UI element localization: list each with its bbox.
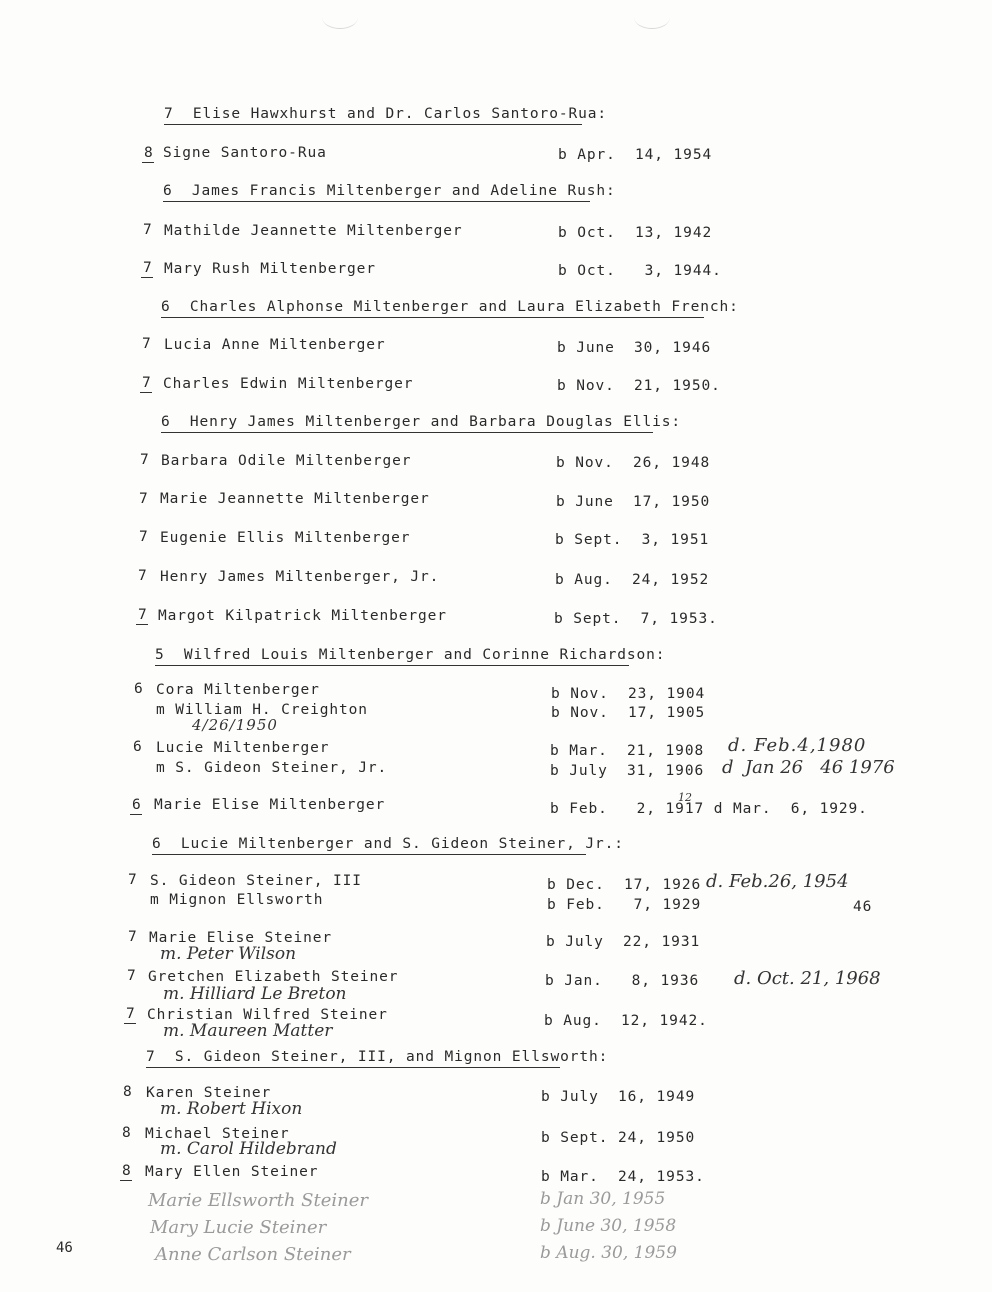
heading-underline: [152, 854, 586, 855]
person-name: Marie Elise Steiner: [149, 930, 332, 946]
generation-number: 7: [138, 607, 148, 623]
life-dates: b July 22, 1931: [546, 934, 701, 950]
spouse-name: m Mignon Ellsworth: [150, 892, 324, 908]
life-dates: b Nov. 23, 1904: [551, 686, 706, 702]
heading-underline: [163, 201, 590, 202]
life-dates: b Nov. 21, 1950.: [557, 378, 721, 394]
life-dates: b Aug. 12, 1942.: [544, 1013, 708, 1029]
generation-number: 6: [134, 681, 144, 697]
person-name: S. Gideon Steiner, III: [150, 873, 362, 889]
handwritten-note: b Jan 30, 1955: [540, 1189, 666, 1209]
person-name: Signe Santoro-Rua: [163, 145, 327, 161]
generation-number: 6: [133, 739, 143, 755]
life-dates: b Jan. 8, 1936: [545, 973, 700, 989]
handwritten-note: 4/26/1950: [192, 716, 278, 734]
life-dates: b Oct. 13, 1942: [558, 225, 713, 241]
generation-underline: [140, 392, 152, 393]
handwritten-note: m. Maureen Matter: [163, 1021, 333, 1041]
person-name: Charles Edwin Miltenberger: [163, 376, 414, 392]
person-name: Eugenie Ellis Miltenberger: [160, 530, 411, 546]
person-name: Marie Elise Miltenberger: [154, 797, 386, 813]
spouse-name: m William H. Creighton: [156, 702, 368, 718]
person-name: Henry James Miltenberger, Jr.: [160, 569, 440, 585]
generation-number: 7: [142, 375, 152, 391]
handwritten-note: 46: [853, 899, 873, 915]
generation-number: 8: [122, 1163, 132, 1179]
person-name: Karen Steiner: [146, 1085, 272, 1101]
generation-number: 7: [138, 568, 148, 584]
life-dates: b Sept. 24, 1950: [541, 1130, 696, 1146]
life-dates: b Sept. 3, 1951: [555, 532, 710, 548]
handwritten-note: m. Robert Hixon: [160, 1099, 303, 1119]
person-name: Michael Steiner: [145, 1126, 290, 1142]
generation-number: 7: [127, 968, 137, 984]
generation-underline: [120, 1180, 132, 1181]
handwritten-note: d. Feb.26, 1954: [706, 871, 849, 892]
life-dates: b Dec. 17, 1926: [547, 877, 702, 893]
heading-underline: [161, 432, 653, 433]
punch-hole: [322, 6, 358, 29]
life-dates: b June 17, 1950: [556, 494, 711, 510]
handwritten-note: 12: [678, 791, 692, 804]
life-dates: b Mar. 21, 1908: [550, 743, 705, 759]
generation-number: 7: [143, 222, 153, 238]
generation-number: 7: [140, 452, 150, 468]
life-dates: b Feb. 7, 1929: [547, 897, 702, 913]
life-dates: b Aug. 24, 1952: [555, 572, 710, 588]
person-name: Lucia Anne Miltenberger: [164, 337, 386, 353]
person-name: Mathilde Jeannette Miltenberger: [164, 223, 463, 239]
life-dates: b June 30, 1946: [557, 340, 712, 356]
punch-hole: [634, 6, 670, 29]
handwritten-note: d Jan 26 46 1976: [722, 757, 895, 778]
generation-number: 8: [122, 1125, 132, 1141]
person-name: Gretchen Elizabeth Steiner: [148, 969, 399, 985]
life-dates: b Apr. 14, 1954: [558, 147, 713, 163]
handwritten-note: Marie Ellsworth Steiner: [148, 1190, 369, 1211]
generation-number: 7: [128, 929, 138, 945]
person-name: Cora Miltenberger: [156, 682, 320, 698]
section-heading: 7 S. Gideon Steiner, III, and Mignon Ellsworth:: [146, 1049, 609, 1065]
heading-underline: [155, 665, 629, 666]
life-dates: b Oct. 3, 1944.: [558, 263, 722, 279]
generation-number: 7: [128, 872, 138, 888]
generation-underline: [124, 1023, 136, 1024]
spouse-name: m S. Gideon Steiner, Jr.: [156, 760, 388, 776]
generation-number: 7: [142, 336, 152, 352]
life-dates: b Feb. 2, 1917 d Mar. 6, 1929.: [550, 801, 868, 817]
generation-number: 7: [139, 529, 149, 545]
life-dates: b Sept. 7, 1953.: [554, 611, 718, 627]
generation-number: 6: [132, 797, 142, 813]
generation-underline: [130, 814, 142, 815]
generation-number: 7: [139, 491, 149, 507]
person-name: Mary Rush Miltenberger: [164, 261, 376, 277]
person-name: Margot Kilpatrick Miltenberger: [158, 608, 447, 624]
section-heading: 5 Wilfred Louis Miltenberger and Corinne Richardson:: [155, 647, 666, 663]
handwritten-note: Mary Lucie Steiner: [150, 1217, 327, 1238]
handwritten-note: d. Feb.4,1980: [728, 735, 867, 756]
person-name: Christian Wilfred Steiner: [147, 1007, 388, 1023]
life-dates: b Nov. 26, 1948: [556, 455, 711, 471]
handwritten-note: b June 30, 1958: [540, 1216, 677, 1236]
page-number: 46: [56, 1240, 73, 1256]
heading-underline: [164, 124, 582, 125]
generation-underline: [142, 162, 154, 163]
life-dates: b Mar. 24, 1953.: [541, 1169, 705, 1185]
heading-underline: [161, 317, 704, 318]
generation-underline: [141, 277, 153, 278]
generation-number: 7: [143, 260, 153, 276]
handwritten-note: m. Carol Hildebrand: [160, 1139, 337, 1159]
section-heading: 6 James Francis Miltenberger and Adeline Rush:: [163, 183, 616, 199]
section-heading: 6 Lucie Miltenberger and S. Gideon Steiner, Jr.:: [152, 836, 624, 852]
section-heading: 6 Charles Alphonse Miltenberger and Laura Elizabeth French:: [161, 299, 739, 315]
handwritten-note: d. Oct. 21, 1968: [734, 968, 881, 989]
generation-underline: [136, 624, 148, 625]
person-name: Mary Ellen Steiner: [145, 1164, 319, 1180]
section-heading: 7 Elise Hawxhurst and Dr. Carlos Santoro-Rua:: [164, 106, 607, 122]
life-dates: b Nov. 17, 1905: [551, 705, 706, 721]
person-name: Lucie Miltenberger: [156, 740, 330, 756]
generation-number: 8: [123, 1084, 133, 1100]
handwritten-note: b Aug. 30, 1959: [540, 1243, 677, 1263]
heading-underline: [146, 1067, 560, 1068]
handwritten-note: m. Hilliard Le Breton: [163, 984, 347, 1004]
section-heading: 6 Henry James Miltenberger and Barbara Douglas Ellis:: [161, 414, 682, 430]
handwritten-note: m. Peter Wilson: [160, 944, 297, 964]
generation-number: 8: [144, 145, 154, 161]
handwritten-note: Anne Carlson Steiner: [155, 1244, 351, 1265]
generation-number: 7: [126, 1006, 136, 1022]
life-dates: b July 31, 1906: [550, 763, 705, 779]
person-name: Marie Jeannette Miltenberger: [160, 491, 430, 507]
person-name: Barbara Odile Miltenberger: [161, 453, 412, 469]
life-dates: b July 16, 1949: [541, 1089, 696, 1105]
